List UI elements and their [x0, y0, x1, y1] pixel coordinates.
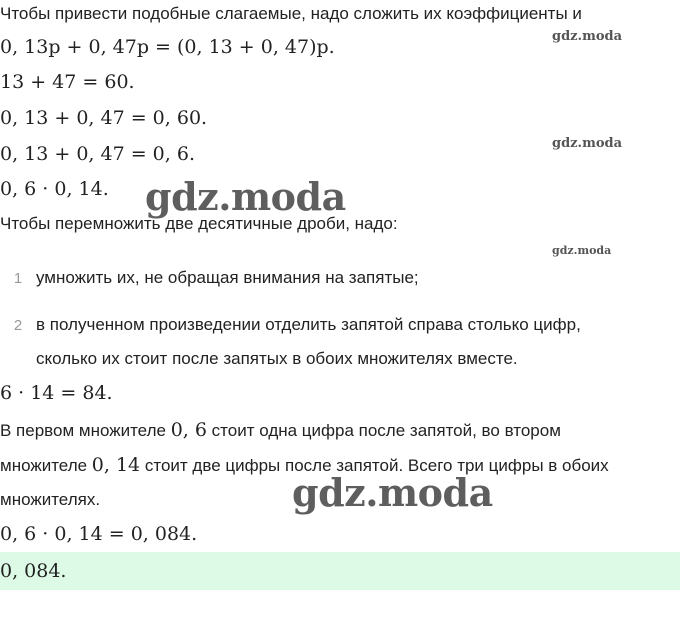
list-item-number: 2: [13, 317, 23, 334]
equation-sum-decimals: 0, 13 + 0, 47 = 0, 60.: [0, 107, 208, 129]
inline-math: 0, 6: [170, 419, 207, 441]
watermark: gdz.moda: [292, 470, 493, 515]
list-item-number: 1: [13, 270, 23, 287]
equation-integer-product: 6 · 14 = 84.: [0, 382, 113, 404]
list-item-continuation: сколько их стоит после запятых в обоих множителях вместе.: [36, 349, 518, 368]
equation-product: 0, 6 · 0, 14.: [0, 178, 109, 200]
watermark: gdz.moda: [552, 244, 612, 257]
equation-final-product: 0, 6 · 0, 14 = 0, 084.: [0, 523, 198, 545]
answer-value: 0, 084.: [0, 560, 67, 582]
watermark: gdz.moda: [145, 174, 346, 219]
list-item-text: умножить их, не обращая внимания на запятые;: [36, 268, 419, 287]
intro-text: Чтобы привести подобные слагаемые, надо сложить их коэффициенты и: [0, 4, 582, 23]
watermark: gdz.moda: [552, 136, 623, 151]
list-item: [0, 268, 419, 288]
equation-like-terms: 0, 13p + 0, 47p = (0, 13 + 0, 47)p.: [0, 36, 335, 58]
answer-highlight: [0, 552, 680, 590]
equation-sum-integers: 13 + 47 = 60.: [0, 71, 135, 93]
explanation-line-1: В первом множителе 0, 6 стоит одна цифра после запятой, во втором: [0, 419, 561, 441]
explanation-line-2: множителе 0, 14 стоит две цифры после запятой. Всего три цифры в обоих: [0, 454, 609, 476]
equation-sum-simplified: 0, 13 + 0, 47 = 0, 6.: [0, 143, 195, 165]
explanation-line-3: множителях.: [0, 490, 101, 509]
inline-math: 0, 14: [91, 454, 141, 476]
watermark: gdz.moda: [552, 29, 623, 44]
multiply-rule-text: Чтобы перемножить две десятичные дроби, надо:: [0, 214, 398, 233]
list-item: [0, 315, 581, 335]
list-item-text: в полученном произведении отделить запятой справа столько цифр,: [36, 315, 581, 334]
